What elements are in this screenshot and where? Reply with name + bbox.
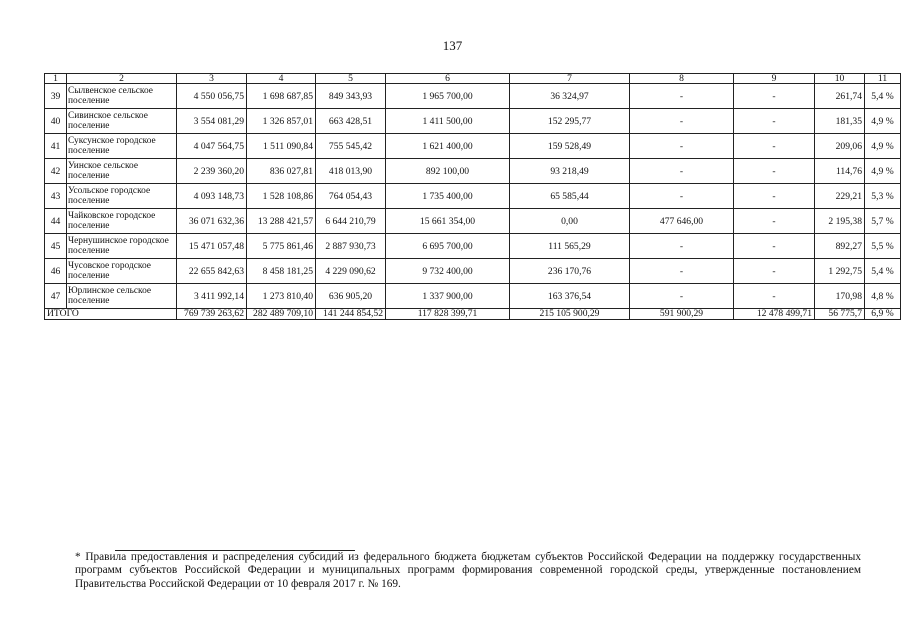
cell-col9: -	[734, 259, 815, 284]
row-number: 40	[45, 109, 67, 134]
cell-col11: 5,4 %	[865, 259, 901, 284]
column-number: 11	[865, 74, 901, 84]
cell-col3: 22 655 842,63	[177, 259, 247, 284]
cell-col6: 1 621 400,00	[386, 134, 510, 159]
column-number: 3	[177, 74, 247, 84]
cell-col7: 236 170,76	[510, 259, 630, 284]
column-number: 1	[45, 74, 67, 84]
cell-col10: 114,76	[815, 159, 865, 184]
column-number: 8	[630, 74, 734, 84]
table-row	[45, 109, 901, 134]
cell-col5: 418 013,90	[316, 159, 386, 184]
cell-col10: 261,74	[815, 84, 865, 109]
page-number: 137	[442, 38, 463, 53]
cell-col3: 36 071 632,36	[177, 209, 247, 234]
row-number: 45	[45, 234, 67, 259]
cell-col11: 4,9 %	[865, 159, 901, 184]
cell-col5: 849 343,93	[316, 84, 386, 109]
cell-col5: 2 887 930,73	[316, 234, 386, 259]
cell-col7: 152 295,77	[510, 109, 630, 134]
total-col7: 215 105 900,29	[510, 309, 630, 320]
cell-col4: 1 326 857,01	[247, 109, 316, 134]
column-number: 6	[386, 74, 510, 84]
cell-col8: 477 646,00	[630, 209, 734, 234]
cell-col6: 1 411 500,00	[386, 109, 510, 134]
cell-col7: 0,00	[510, 209, 630, 234]
cell-col3: 4 550 056,75	[177, 84, 247, 109]
cell-col5: 663 428,51	[316, 109, 386, 134]
table-row	[45, 134, 901, 159]
subsidy-table	[44, 73, 901, 320]
cell-col8: -	[630, 184, 734, 209]
total-col3: 769 739 263,62	[177, 309, 247, 320]
cell-col8: -	[630, 259, 734, 284]
row-number: 47	[45, 284, 67, 309]
row-number: 39	[45, 84, 67, 109]
total-col6: 117 828 399,71	[386, 309, 510, 320]
cell-col9: -	[734, 84, 815, 109]
cell-col11: 4,9 %	[865, 134, 901, 159]
total-row	[45, 309, 901, 320]
cell-col10: 2 195,38	[815, 209, 865, 234]
cell-col6: 1 735 400,00	[386, 184, 510, 209]
cell-col11: 5,7 %	[865, 209, 901, 234]
settlement-name: Сивинское сельское поселение	[67, 109, 177, 134]
total-label: ИТОГО	[45, 309, 177, 320]
total-col4: 282 489 709,10	[247, 309, 316, 320]
cell-col4: 1 698 687,85	[247, 84, 316, 109]
cell-col9: -	[734, 134, 815, 159]
table-row	[45, 184, 901, 209]
cell-col9: -	[734, 284, 815, 309]
footnote: * Правила предоставления и распределения субсидий из федерального бюджета бюджетам субъектов Российской Федерации на поддержку государственных программ субъектов Российской Федерации и муниципальных программ формирования современной городской среды, утвержденные постановлением Правительства Российской Федерации от 10 февраля 2017 г. № 169.	[75, 551, 861, 590]
cell-col6: 1 965 700,00	[386, 84, 510, 109]
cell-col7: 93 218,49	[510, 159, 630, 184]
cell-col10: 892,27	[815, 234, 865, 259]
table-row	[45, 234, 901, 259]
cell-col7: 65 585,44	[510, 184, 630, 209]
settlement-name: Уинское сельское поселение	[67, 159, 177, 184]
cell-col9: -	[734, 109, 815, 134]
column-number: 5	[316, 74, 386, 84]
cell-col5: 636 905,20	[316, 284, 386, 309]
cell-col10: 209,06	[815, 134, 865, 159]
row-number: 42	[45, 159, 67, 184]
cell-col10: 1 292,75	[815, 259, 865, 284]
total-col11: 6,9 %	[865, 309, 901, 320]
cell-col5: 4 229 090,62	[316, 259, 386, 284]
cell-col7: 163 376,54	[510, 284, 630, 309]
cell-col10: 170,98	[815, 284, 865, 309]
cell-col8: -	[630, 109, 734, 134]
total-col8: 591 900,29	[630, 309, 734, 320]
cell-col11: 5,5 %	[865, 234, 901, 259]
column-number: 9	[734, 74, 815, 84]
cell-col3: 2 239 360,20	[177, 159, 247, 184]
cell-col3: 4 093 148,73	[177, 184, 247, 209]
cell-col4: 5 775 861,46	[247, 234, 316, 259]
settlement-name: Усольское городское поселение	[67, 184, 177, 209]
settlement-name: Суксунское городское поселение	[67, 134, 177, 159]
cell-col3: 3 411 992,14	[177, 284, 247, 309]
total-col9: 12 478 499,71	[734, 309, 815, 320]
cell-col10: 181,35	[815, 109, 865, 134]
cell-col7: 111 565,29	[510, 234, 630, 259]
cell-col8: -	[630, 234, 734, 259]
cell-col9: -	[734, 159, 815, 184]
cell-col11: 5,3 %	[865, 184, 901, 209]
cell-col3: 4 047 564,75	[177, 134, 247, 159]
cell-col8: -	[630, 159, 734, 184]
cell-col9: -	[734, 234, 815, 259]
cell-col4: 1 273 810,40	[247, 284, 316, 309]
cell-col7: 159 528,49	[510, 134, 630, 159]
row-number: 43	[45, 184, 67, 209]
table-row	[45, 84, 901, 109]
cell-col6: 1 337 900,00	[386, 284, 510, 309]
cell-col3: 3 554 081,29	[177, 109, 247, 134]
cell-col7: 36 324,97	[510, 84, 630, 109]
row-number: 41	[45, 134, 67, 159]
cell-col8: -	[630, 84, 734, 109]
table-row	[45, 209, 901, 234]
table-row	[45, 159, 901, 184]
cell-col4: 8 458 181,25	[247, 259, 316, 284]
total-col5: 141 244 854,52	[316, 309, 386, 320]
settlement-name: Чусовское городское поселение	[67, 259, 177, 284]
column-number: 2	[67, 74, 177, 84]
table-row	[45, 284, 901, 309]
cell-col5: 764 054,43	[316, 184, 386, 209]
cell-col6: 15 661 354,00	[386, 209, 510, 234]
cell-col4: 13 288 421,57	[247, 209, 316, 234]
settlement-name: Чернушинское городское поселение	[67, 234, 177, 259]
settlement-name: Сылвенское сельское поселение	[67, 84, 177, 109]
column-number-row	[45, 74, 901, 84]
cell-col9: -	[734, 184, 815, 209]
column-number: 7	[510, 74, 630, 84]
cell-col11: 4,9 %	[865, 109, 901, 134]
table-row	[45, 259, 901, 284]
cell-col5: 6 644 210,79	[316, 209, 386, 234]
cell-col9: -	[734, 209, 815, 234]
cell-col5: 755 545,42	[316, 134, 386, 159]
cell-col4: 1 528 108,86	[247, 184, 316, 209]
cell-col8: -	[630, 284, 734, 309]
column-number: 10	[815, 74, 865, 84]
cell-col11: 5,4 %	[865, 84, 901, 109]
cell-col11: 4,8 %	[865, 284, 901, 309]
row-number: 46	[45, 259, 67, 284]
cell-col4: 1 511 090,84	[247, 134, 316, 159]
cell-col10: 229,21	[815, 184, 865, 209]
cell-col6: 892 100,00	[386, 159, 510, 184]
total-col10: 56 775,7	[815, 309, 865, 320]
row-number: 44	[45, 209, 67, 234]
settlement-name: Чайковское городское поселение	[67, 209, 177, 234]
cell-col8: -	[630, 134, 734, 159]
cell-col6: 6 695 700,00	[386, 234, 510, 259]
cell-col3: 15 471 057,48	[177, 234, 247, 259]
settlement-name: Юрлинское сельское поселение	[67, 284, 177, 309]
column-number: 4	[247, 74, 316, 84]
cell-col6: 9 732 400,00	[386, 259, 510, 284]
cell-col4: 836 027,81	[247, 159, 316, 184]
